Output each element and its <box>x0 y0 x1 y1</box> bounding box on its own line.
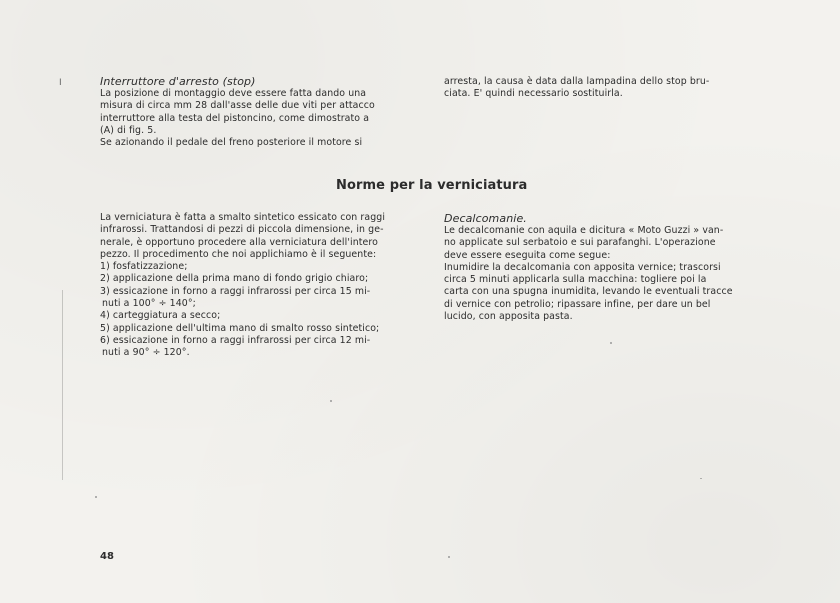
list-item: 2) applicazione della prima mano di fondo grigio chiaro; <box>100 273 369 285</box>
list-item: 1) fosfatizzazione; <box>100 261 188 273</box>
list-item: 4) carteggiatura a secco; <box>100 310 221 322</box>
text-line: (A) di fig. 5. <box>100 124 157 136</box>
list-item-continuation: nuti a 90° ÷ 120°. <box>102 347 190 359</box>
text-line: arresta, la causa è data dalla lampadina dello stop bru- <box>444 76 710 87</box>
text-line: circa 5 minuti applicarla sulla macchina: togliere poi la <box>444 274 707 286</box>
right-top-column <box>444 76 764 101</box>
text-line: La verniciatura è fatta a smalto sintetico essicato con raggi <box>100 212 386 223</box>
left-main-column <box>100 212 420 360</box>
text-line: di vernice con petrolio; ripassare infine, per dare un bel <box>444 298 711 310</box>
left-top-column <box>100 75 418 149</box>
text-line: pezzo. Il procedimento che noi applichiamo è il seguente: <box>100 248 377 260</box>
text-line: infrarossi. Trattandosi di pezzi di piccola dimensione, in ge- <box>100 224 384 236</box>
margin-scan-line <box>62 290 63 480</box>
text-line: La posizione di montaggio deve essere fatta dando una <box>100 88 367 99</box>
text-line: Se azionando il pedale del freno posteriore il motore si <box>100 137 363 149</box>
text-line: lucido, con apposita pasta. <box>444 311 573 323</box>
text-line: carta con una spugna inumidita, levando le eventuali tracce <box>444 286 733 298</box>
scan-speck <box>95 496 97 498</box>
list-item-continuation: nuti a 100° ÷ 140°; <box>102 298 196 310</box>
scan-speck <box>448 556 450 558</box>
text-line: no applicate sul serbatoio e sui parafanghi. L'operazione <box>444 237 716 249</box>
text-line: Le decalcomanie con aquila e dicitura « Moto Guzzi » van- <box>444 225 724 236</box>
scan-speck <box>610 342 612 344</box>
page-number: 48 <box>100 551 114 562</box>
list-item: 6) essicazione in forno a raggi infrarossi per circa 12 mi- <box>100 334 371 346</box>
list-item: 5) applicazione dell'ultima mano di smalto rosso sintetico; <box>100 322 380 334</box>
list-item: 3) essicazione in forno a raggi infrarossi per circa 15 mi- <box>100 285 371 297</box>
stop-switch-heading: Interruttore d'arresto (stop) <box>100 75 256 88</box>
section-title: Norme per la verniciatura <box>336 178 528 193</box>
text-line: interruttore alla testa del pistoncino, come dimostrato a <box>100 112 370 124</box>
right-main-column <box>444 212 764 323</box>
text-line: deve essere eseguita come segue: <box>444 249 611 261</box>
scan-speck <box>330 400 332 402</box>
text-line: misura di circa mm 28 dall'asse delle due viti per attacco <box>100 100 375 112</box>
text-line: nerale, è opportuno procedere alla verniciatura dell'intero <box>100 236 378 248</box>
text-line: ciata. E' quindi necessario sostituirla. <box>444 88 623 100</box>
scan-speck <box>700 478 702 479</box>
decals-heading: Decalcomanie. <box>444 212 527 225</box>
text-line: Inumidire la decalcomania con apposita vernice; trascorsi <box>444 261 721 273</box>
margin-mark: I <box>59 78 62 88</box>
